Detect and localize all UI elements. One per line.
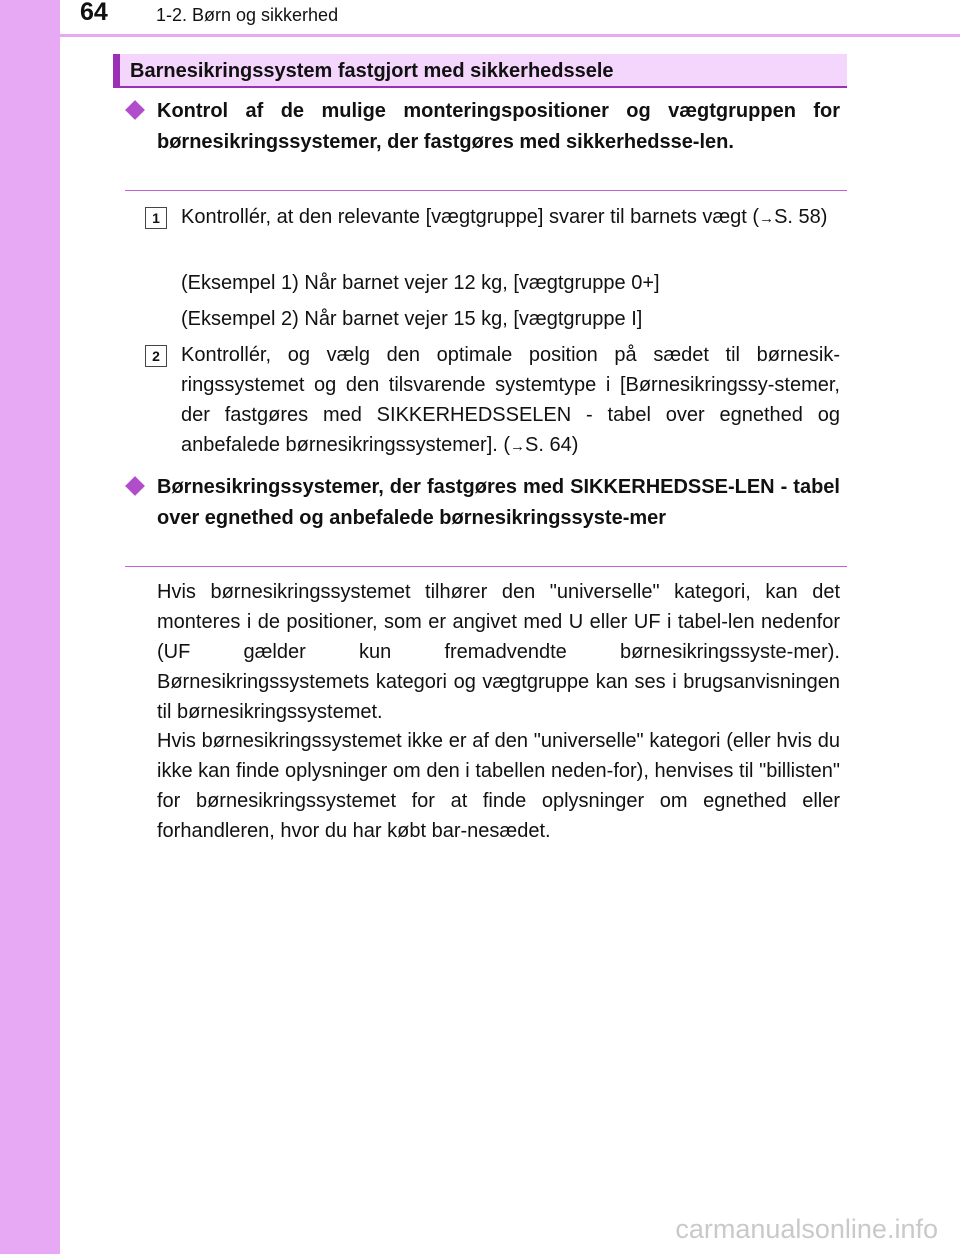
diamond-bullet-icon xyxy=(125,476,145,496)
section-accent xyxy=(113,54,120,86)
body-paragraph-2: Hvis børnesikringssystemet ikke er af den "universelle" kategori (eller hvis du ikke kan finde oplysninger om den i tabellen neden-for), henvises til "billisten" for børnesikringssystemet for at finde oplysninger om egnethed eller forhandleren, hvor du har købt bar-nesædet. xyxy=(157,730,840,842)
body-paragraph-1: Hvis børnesikringssystemet tilhører den "universelle" kategori, kan det monteres i de positioner, som er angivet med U eller UF i tabel-len nedenfor (UF gælder kun fremadvendte børnesikringssyste-mer). Børnesikringssystemets kategori og vægtgruppe kan ses i brugsanvisningen til børnesikringssystemet. xyxy=(157,581,840,723)
sub-heading-1: Kontrol af de mulige monteringspositioner og vægtgruppen for børnesikringssystemer, der fastgøres med sikkerhedsse-len. xyxy=(157,100,840,153)
chapter-title: 1-2. Børn og sikkerhed xyxy=(156,5,339,25)
sub-heading-2-divider xyxy=(125,566,847,567)
arrow-right-icon: → xyxy=(759,210,775,227)
step-2-text: Kontrollér, og vælg den optimale position på sædet til børnesik-ringssystemet og den tilsvarende systemtype i [Børnesikringssy-stemer, der fastgøres med SIKKERHEDSSELEN - tabel over egnethed og anbefalede børnesikringssystemer]. (→S. 64) xyxy=(181,344,840,456)
step-1-text: Kontrollér, at den relevante [vægtgruppe] svarer til barnets vægt (→S. 58) xyxy=(181,206,828,228)
page-reference-link[interactable]: S. 58) xyxy=(774,206,828,228)
page-number: 64 xyxy=(80,0,108,26)
section-heading-bar xyxy=(113,54,847,88)
page-reference-link[interactable]: S. 64) xyxy=(525,434,579,456)
section-title: Barnesikringssystem fastgjort med sikkerhedssele xyxy=(130,60,614,82)
header-divider xyxy=(60,34,960,37)
diamond-bullet-icon xyxy=(125,100,145,120)
watermark: carmanualsonline.info xyxy=(675,1214,938,1244)
step-number-1: 1 xyxy=(145,207,167,229)
example-2: (Eksempel 2) Når barnet vejer 15 kg, [vægtgruppe I] xyxy=(181,308,643,330)
sub-heading-1-divider xyxy=(125,190,847,191)
arrow-right-icon: → xyxy=(510,438,526,455)
example-1: (Eksempel 1) Når barnet vejer 12 kg, [vægtgruppe 0+] xyxy=(181,272,660,294)
page-side-band xyxy=(0,0,60,1254)
sub-heading-2: Børnesikringssystemer, der fastgøres med SIKKERHEDSSE-LEN - tabel over egnethed og anbefalede børnesikringssyste-mer xyxy=(157,476,840,529)
step-number-2: 2 xyxy=(145,345,167,367)
